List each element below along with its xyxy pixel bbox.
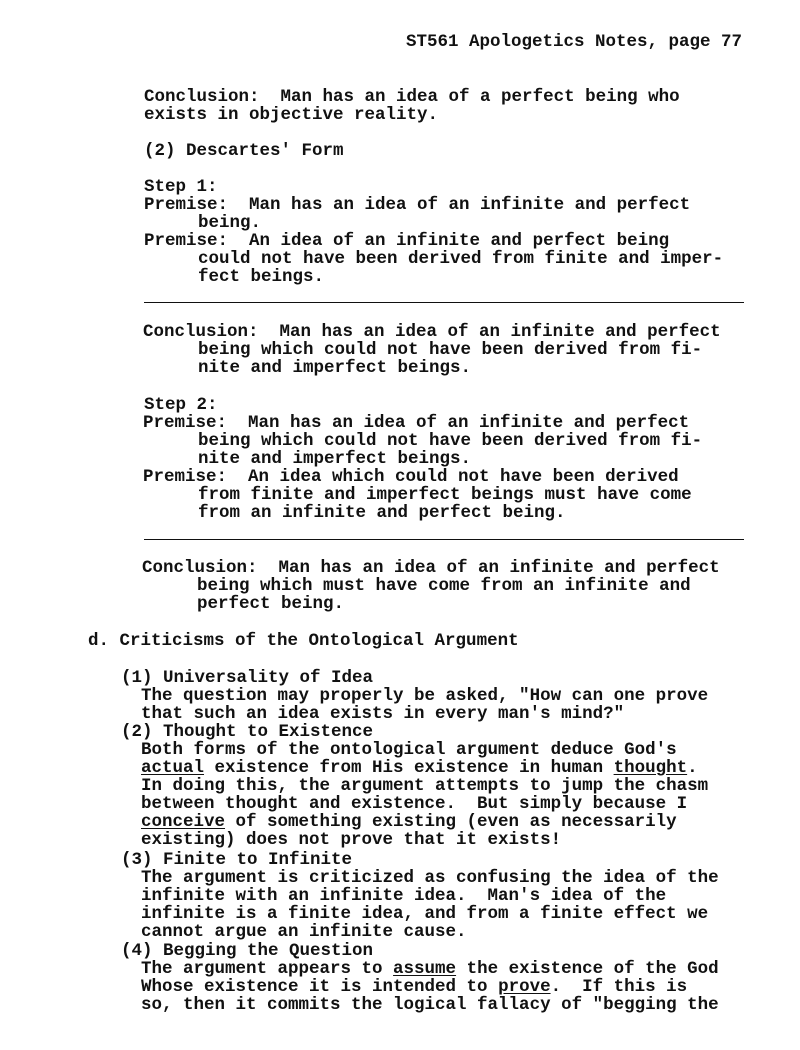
criticism-2-line: conceive of something existing (even as necessarily [141, 812, 677, 832]
emphasis-thought: thought [613, 758, 688, 778]
criticism-3-line: cannot argue an infinite cause. [141, 922, 467, 942]
step1-premise1-line: being. [198, 213, 262, 233]
step2-premise2-line: from finite and imperfect beings must have come [198, 485, 692, 505]
intro-conclusion-line: Conclusion: Man has an idea of a perfect being who [144, 87, 680, 107]
step1-conclusion-line: nite and imperfect beings. [198, 358, 472, 378]
emphasis-conceive: conceive [141, 812, 226, 832]
intro-conclusion-line: exists in objective reality. [144, 105, 439, 125]
step2-premise1-line: Premise: Man has an idea of an infinite and perfect [143, 413, 690, 433]
step1-conclusion-line: being which could not have been derived from fi- [198, 340, 703, 360]
criticism-2-line: Both forms of the ontological argument deduce God's [141, 740, 677, 760]
step1-premise1-line: Premise: Man has an idea of an infinite and perfect [144, 195, 691, 215]
emphasis-assume: assume [393, 959, 457, 979]
step2-divider [144, 539, 744, 540]
criticism-2-line: existing) does not prove that it exists! [141, 830, 562, 850]
criticism-1-line: The question may properly be asked, "How can one prove [141, 686, 709, 706]
section-heading-descartes: (2) Descartes' Form [144, 141, 344, 161]
section-heading-criticisms: d. Criticisms of the Ontological Argument [88, 631, 519, 651]
criticism-4-line: The argument appears to assume the existence of the God [141, 959, 719, 979]
criticism-1-line: that such an idea exists in every man's mind?" [141, 704, 625, 724]
criticism-2-heading: (2) Thought to Existence [121, 722, 374, 742]
step1-label: Step 1: [144, 177, 218, 197]
criticism-4-heading: (4) Begging the Question [121, 941, 374, 961]
emphasis-prove: prove [498, 977, 551, 997]
emphasis-actual: actual [141, 758, 205, 778]
criticism-4-line: so, then it commits the logical fallacy of "begging the [141, 995, 719, 1015]
step2-premise1-line: being which could not have been derived from fi- [198, 431, 703, 451]
page-header: ST561 Apologetics Notes, page 77 [405, 32, 742, 52]
step2-conclusion-line: perfect being. [197, 594, 345, 614]
step1-premise2-line: could not have been derived from finite and imper- [198, 249, 724, 269]
criticism-3-line: infinite is a finite idea, and from a finite effect we [141, 904, 709, 924]
step1-premise2-line: Premise: An idea of an infinite and perfect being [144, 231, 670, 251]
criticism-3-line: infinite with an infinite idea. Man's idea of the [141, 886, 667, 906]
criticism-2-line: In doing this, the argument attempts to jump the chasm [141, 776, 709, 796]
step1-divider [144, 302, 744, 303]
criticism-4-line: Whose existence it is intended to prove. If this is [141, 977, 688, 997]
criticism-1-heading: (1) Universality of Idea [121, 668, 374, 688]
criticism-3-heading: (3) Finite to Infinite [121, 850, 353, 870]
step2-conclusion-line: Conclusion: Man has an idea of an infinite and perfect [142, 558, 720, 578]
criticism-3-line: The argument is criticized as confusing the idea of the [141, 868, 719, 888]
step2-label: Step 2: [144, 395, 218, 415]
criticism-2-line: between thought and existence. But simply because I [141, 794, 688, 814]
step2-premise1-line: nite and imperfect beings. [198, 449, 472, 469]
step1-premise2-line: fect beings. [198, 267, 325, 287]
step1-conclusion-line: Conclusion: Man has an idea of an infinite and perfect [143, 322, 721, 342]
step2-premise2-line: Premise: An idea which could not have been derived [143, 467, 679, 487]
step2-premise2-line: from an infinite and perfect being. [198, 503, 566, 523]
criticism-2-line: actual existence from His existence in human thought. [141, 758, 698, 778]
step2-conclusion-line: being which must have come from an infinite and [197, 576, 691, 596]
